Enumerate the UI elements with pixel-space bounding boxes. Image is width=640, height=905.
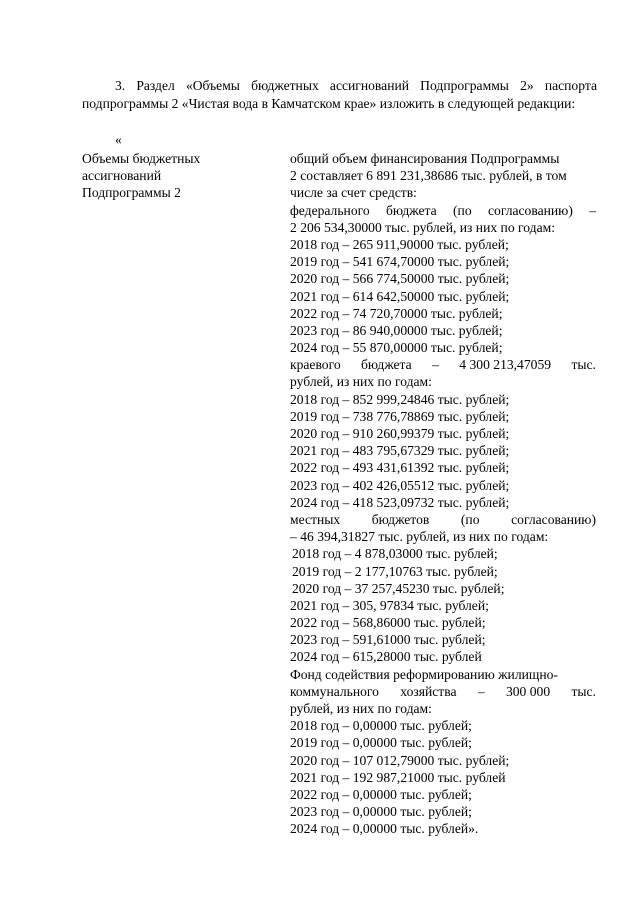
regional-heading (290, 356, 596, 373)
total-line-3: числе за счет средств: (290, 185, 417, 201)
regional-year-row: 2024 год – 418 523,09732 тыс. рублей; (290, 494, 510, 510)
intro-line-1: 3. Раздел «Объемы бюджетных ассигнований Подпрограммы 2» паспорта (115, 78, 597, 93)
local-total: – 46 394,31827 тыс. рублей, из них по годам: (290, 529, 549, 545)
fund-heading-word: 300 000 (505, 683, 551, 699)
total-line-1: общий объем финансирования Подпрограммы (290, 151, 560, 166)
federal-heading-word: (по (453, 202, 472, 218)
fund-total: рублей, из них по годам: (290, 701, 432, 716)
federal-year-row: 2019 год – 541 674,70000 тыс. рублей; (290, 254, 510, 270)
federal-total: 2 206 534,30000 тыс. рублей, из них по годам: (290, 219, 555, 235)
federal-heading (290, 202, 596, 219)
federal-heading-word: – (589, 202, 596, 218)
local-heading-word: бюджетов (371, 511, 430, 527)
fund-heading-word: тыс. (571, 683, 596, 699)
local-heading-word: (по (460, 511, 480, 527)
regional-year-row: 2023 год – 402 426,05512 тыс. рублей; (290, 477, 510, 493)
fund-year-row: 2024 год – 0,00000 тыс. рублей». (290, 821, 479, 837)
local-year-row: 2021 год – 305, 97834 тыс. рублей; (290, 597, 489, 613)
federal-year-row: 2018 год – 265 911,90000 тыс. рублей; (290, 236, 509, 252)
federal-year-row: 2022 год – 74 720,70000 тыс. рублей; (290, 305, 503, 321)
fund-heading-word: коммунального (290, 683, 379, 699)
local-heading (290, 511, 596, 528)
fund-year-row: 2020 год – 107 012,79000 тыс. рублей; (290, 752, 510, 768)
fund-year-row: 2022 год – 0,00000 тыс. рублей; (290, 786, 472, 802)
fund-year-row: 2019 год – 0,00000 тыс. рублей; (290, 735, 472, 751)
fund-year-row: 2023 год – 0,00000 тыс. рублей; (290, 804, 472, 820)
section-label (82, 150, 262, 202)
federal-year-row: 2024 год – 55 870,00000 тыс. рублей; (290, 340, 503, 356)
funding-details (290, 150, 596, 838)
federal-heading-word: согласованию) (487, 202, 573, 218)
section-label-line-2: ассигнований (82, 168, 162, 184)
regional-year-row: 2022 год – 493 431,61392 тыс. рублей; (290, 460, 510, 476)
fund-year-row: 2021 год – 192 987,21000 тыс. рублей (290, 769, 506, 785)
regional-year-row: 2019 год – 738 776,78869 тыс. рублей; (290, 408, 510, 424)
federal-heading-word: бюджета (386, 202, 437, 218)
local-year-row: 2023 год – 591,61000 тыс. рублей; (290, 632, 486, 648)
section-label-line-1: Объемы бюджетных (82, 151, 201, 166)
opening-quote-mark: « (115, 132, 122, 147)
intro-line-2: подпрограммы 2 «Чистая вода в Камчатском крае» изложить в следующей (82, 95, 514, 111)
regional-heading-word: бюджета (361, 357, 412, 373)
local-year-row: 2018 год – 4 878,03000 тыс. рублей; (292, 546, 498, 562)
local-year-row: 2024 год – 615,28000 тыс. рублей (290, 649, 482, 665)
section-label-line-3: Подпрограммы 2 (82, 185, 181, 201)
regional-heading-word: тыс. (571, 357, 596, 373)
regional-year-row: 2021 год – 483 795,67329 тыс. рублей; (290, 443, 510, 459)
regional-year-row: 2020 год – 910 260,99379 тыс. рублей; (290, 426, 510, 441)
local-year-row: 2019 год – 2 177,10763 тыс. рублей; (292, 563, 498, 579)
local-heading-word: согласованию) (511, 511, 596, 527)
federal-year-row: 2021 год – 614 642,50000 тыс. рублей; (290, 288, 510, 304)
regional-heading-word: – (432, 357, 439, 373)
regional-year-row: 2018 год – 852 999,24846 тыс. рублей; (290, 391, 510, 407)
fund-heading-line-1: Фонд содействия реформированию жилищно- (290, 666, 558, 682)
federal-heading-word: федерального (290, 202, 370, 218)
fund-heading-word: – (477, 683, 485, 699)
local-heading-word: местных (290, 511, 341, 527)
local-year-row: 2022 год – 568,86000 тыс. рублей; (290, 615, 486, 631)
fund-year-row: 2018 год – 0,00000 тыс. рублей; (290, 718, 472, 734)
intro-line-3: редакции: (517, 95, 576, 111)
fund-heading-word: хозяйства (400, 683, 457, 699)
total-line-2: 2 составляет 6 891 231,38686 тыс. рублей, в том (290, 168, 567, 184)
intro-paragraph (82, 77, 597, 112)
fund-heading (290, 683, 596, 700)
regional-total: рублей, из них по годам: (290, 374, 432, 390)
regional-heading-word: 4 300 213,47059 (459, 357, 552, 373)
local-year-row: 2020 год – 37 257,45230 тыс. рублей; (292, 580, 505, 596)
regional-heading-word: краевого (290, 357, 341, 373)
federal-year-row: 2020 год – 566 774,50000 тыс. рублей; (290, 271, 510, 287)
federal-year-row: 2023 год – 86 940,00000 тыс. рублей; (290, 322, 503, 338)
